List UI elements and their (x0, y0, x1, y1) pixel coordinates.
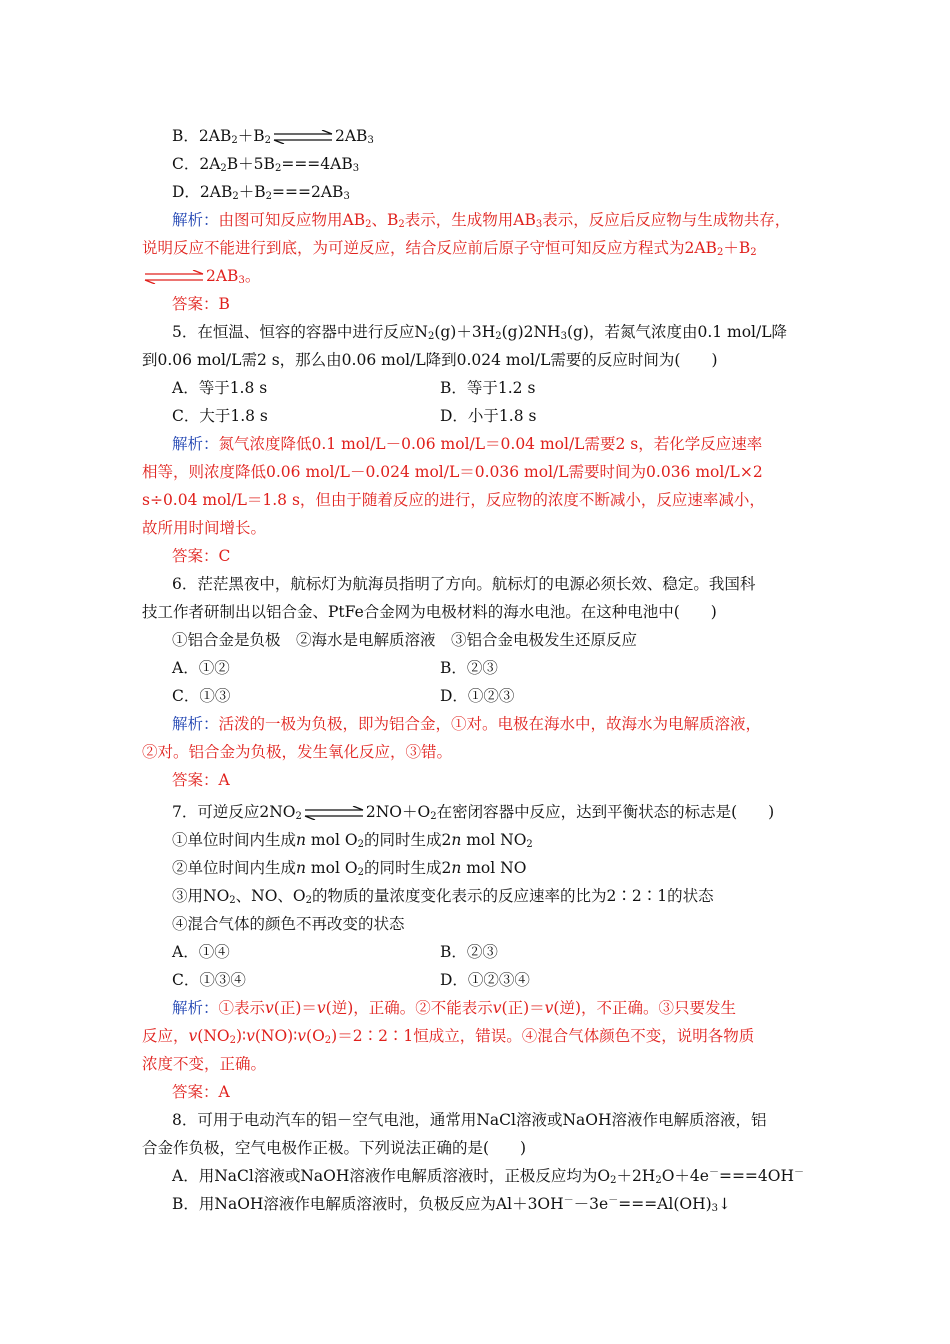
q5-option-a: A．等于1.8 s (172, 379, 268, 397)
q6-statements: ①铝合金是负极 ②海水是电解质溶液 ③铝合金电极发生还原反应 (172, 631, 638, 649)
q7-options-row-2 (172, 969, 950, 991)
q4-answer: 答案：B (172, 295, 230, 313)
q4-option-c: C．$2A_2B+5B_2===4AB_3$ (172, 155, 360, 174)
reversible-arrow-icon (143, 270, 205, 284)
q6-answer: 答案：A (172, 771, 230, 789)
q5-options-row-1 (172, 377, 950, 399)
q4-analysis-line-1: 解析：由图可知反应物用$AB_2$、$B_2$表示，生成物用$AB_3$表示，反应后反应物与生成物共存， (172, 211, 791, 230)
q7-stem: 7．可逆反应$2NO_2$ $2NO+O_2$在密闭容器中反应，达到平衡状态的标志是( ) (172, 803, 775, 822)
q5-option-d: D．小于1.8 s (440, 407, 537, 425)
reversible-arrow-icon (272, 130, 334, 144)
q8-stem-line-2: 合金作负极，空气电极作正极。下列说法正确的是( ) (142, 1139, 527, 1157)
q7-option-a: A．①④ (172, 943, 230, 961)
q7-statement-3: ③用$NO_2$、NO、$O_2$的物质的量浓度变化表示的反应速率的比为2∶2∶1的状态 (172, 887, 714, 906)
q5-option-c: C．大于1.8 s (172, 407, 268, 425)
q6-analysis-line-1: 解析：活泼的一极为负极，即为铝合金，①对。电极在海水中，故海水为电解质溶液， (172, 715, 762, 733)
q8-stem-line-1: 8．可用于电动汽车的铝－空气电池，通常用NaCl溶液或NaOH溶液作电解质溶液，铝 (172, 1111, 767, 1129)
q8-option-a: A．用NaCl溶液或NaOH溶液作电解质溶液时，正极反应均为$O_2+2H_2O+4e^-===4OH^-$ (172, 1167, 805, 1186)
q5-analysis-line-3: s÷0.04 mol/L＝1.8 s，但由于随着反应的进行，反应物的浓度不断减小，反应速率减小， (142, 491, 765, 509)
q5-stem-line-2: 到0.06 mol/L需2 s，那么由0.06 mol/L降到0.024 mol/L需要的反应时间为( ) (142, 351, 718, 369)
q6-option-b: B．②③ (440, 659, 498, 677)
q5-stem-line-1: 5．在恒温、恒容的容器中进行反应$N_2(g)+3H_2(g)2NH_3(g)$，若氮气浓度由0.1 mol/L降 (172, 323, 788, 342)
q7-option-c: C．①③④ (172, 971, 246, 989)
reversible-arrow-icon (303, 806, 365, 820)
q5-answer: 答案：C (172, 547, 231, 565)
q7-answer: 答案：A (172, 1083, 230, 1101)
q4-option-d: D．$2AB_2+B_2===2AB_3$ (172, 183, 350, 202)
q7-analysis-line-1: 解析：①表示v(正)＝v(逆)，正确。②不能表示v(正)＝v(逆)，不正确。③只要发生 (172, 999, 737, 1017)
q5-option-b: B．等于1.2 s (440, 379, 536, 397)
q6-stem-line-1: 6．茫茫黑夜中，航标灯为航海员指明了方向。航标灯的电源必须长效、稳定。我国科 (172, 575, 756, 593)
q5-analysis-line-2: 相等，则浓度降低0.06 mol/L－0.024 mol/L＝0.036 mol/L需要时间为0.036 mol/L×2 (142, 463, 763, 481)
q6-options-row-1 (172, 657, 950, 679)
q5-analysis-line-1: 解析：氮气浓度降低0.1 mol/L－0.06 mol/L＝0.04 mol/L需要2 s，若化学反应速率 (172, 435, 763, 453)
q7-option-d: D．①②③④ (440, 971, 530, 989)
q7-statement-1: ①单位时间内生成n mol $O_2$的同时生成2n mol $NO_2$ (172, 831, 533, 850)
q6-option-d: D．①②③ (440, 687, 515, 705)
q6-analysis-line-2: ②对。铝合金为负极，发生氧化反应，③错。 (142, 743, 453, 761)
q5-options-row-2 (172, 405, 950, 427)
q7-options-row-1 (172, 941, 950, 963)
q7-option-b: B．②③ (440, 943, 498, 961)
q7-statement-4: ④混合气体的颜色不再改变的状态 (172, 915, 405, 933)
q5-analysis-line-4: 故所用时间增长。 (142, 519, 267, 537)
q4-analysis-line-2: 说明反应不能进行到底，为可逆反应，结合反应前后原子守恒可知反应方程式为$2AB_2+B_2$ (142, 239, 757, 258)
q7-statement-2: ②单位时间内生成n mol $O_2$的同时生成2n mol NO (172, 859, 527, 878)
q4-analysis-line-3: $2AB_3$。 (142, 265, 950, 287)
q4-option-b: B．$2AB_2+B_2$ $2AB_3$ (172, 127, 374, 146)
q7-analysis-line-3: 浓度不变，正确。 (142, 1055, 267, 1073)
q6-option-c: C．①③ (172, 687, 231, 705)
q6-stem-line-2: 技工作者研制出以铝合金、PtFe合金网为电极材料的海水电池。在这种电池中( ) (142, 603, 717, 621)
q7-analysis-line-2: 反应，$v(NO_2)∶v(NO)∶v(O_2)=2∶2∶1$恒成立，错误。④混合气体颜色不变，说明各物质 (142, 1027, 755, 1046)
q6-options-row-2 (172, 685, 950, 707)
q8-option-b: B．用NaOH溶液作电解质溶液时，负极反应为$Al+3OH^--3e^-===Al(OH)_3↓$ (172, 1195, 732, 1214)
q6-option-a: A．①② (172, 659, 230, 677)
